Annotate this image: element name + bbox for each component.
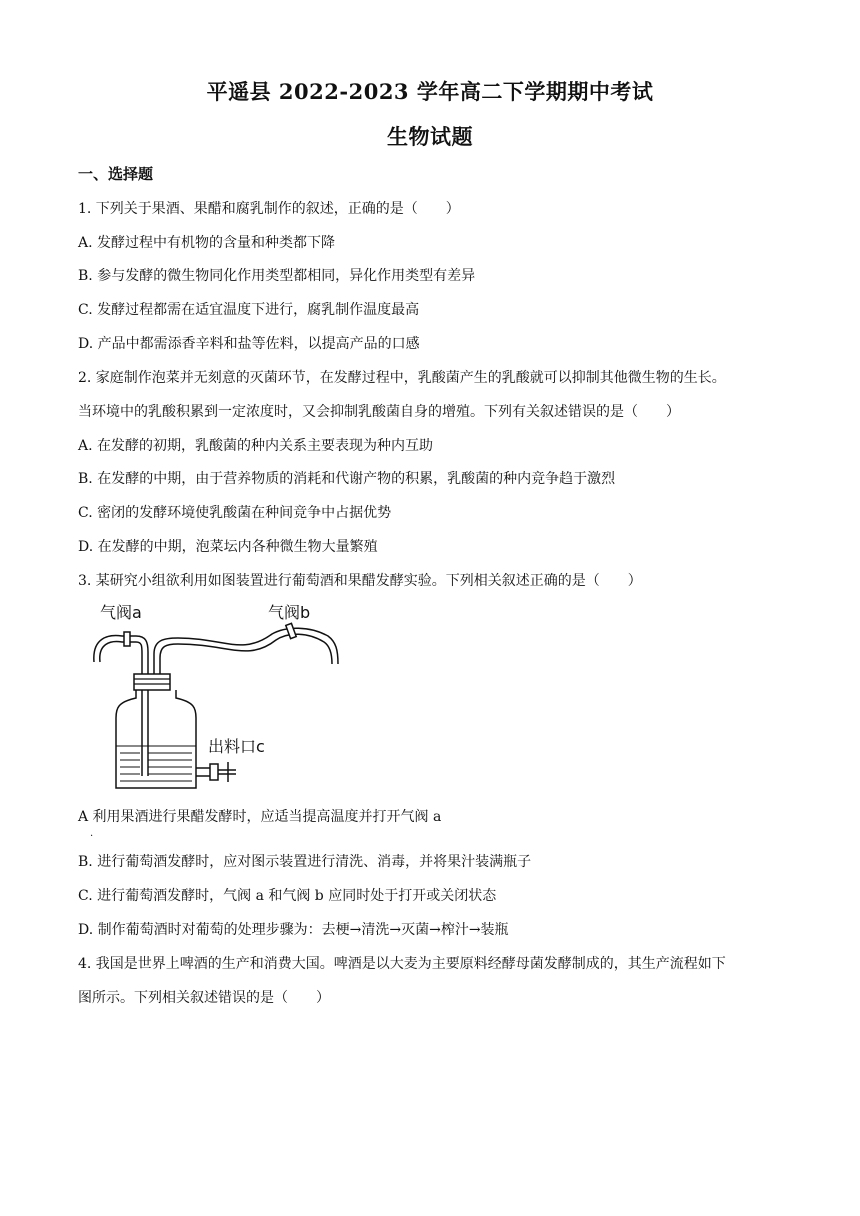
- q3-option-a-dot: .: [90, 828, 94, 839]
- liquid: [116, 746, 196, 781]
- q1-stem: 1. 下列关于果酒、果醋和腐乳制作的叙述，正确的是（ ）: [78, 201, 460, 217]
- page-subtitle: 生物试题: [387, 124, 473, 149]
- q3-option-b: B. 进行葡萄酒发酵时，应对图示装置进行清洗、消毒，并将果汁装满瓶子: [78, 854, 532, 870]
- page-title: 平遥县 2022-2023 学年高二下学期期中考试: [206, 79, 654, 104]
- q3-option-a: A 利用果酒进行果醋发酵时，应适当提高温度并打开气阀 a: [78, 809, 442, 825]
- stopper: [134, 674, 170, 690]
- q2-option-d: D. 在发酵的中期，泡菜坛内各种微生物大量繁殖: [78, 539, 378, 555]
- bottle: [116, 690, 196, 788]
- outlet-c: [196, 762, 236, 782]
- section-heading: 一、选择题: [78, 165, 154, 183]
- q4-stem-line1: 4. 我国是世界上啤酒的生产和消费大国。啤酒是以大麦为主要原料经酵母菌发酵制成的，其生产流程如下: [78, 956, 726, 972]
- q1-option-c: C. 发酵过程都需在适宜温度下进行，腐乳制作温度最高: [78, 302, 420, 318]
- q2-stem-line2: 当环境中的乳酸积累到一定浓度时，又会抑制乳酸菌自身的增殖。下列有关叙述错误的是（ ）: [78, 404, 680, 420]
- q2-option-c: C. 密闭的发酵环境使乳酸菌在种间竞争中占据优势: [78, 505, 392, 521]
- valve-b-label: 气阀b: [268, 603, 311, 622]
- q3-stem: 3. 某研究小组欲利用如图装置进行葡萄酒和果醋发酵实验。下列相关叙述正确的是（ ）: [78, 573, 642, 589]
- q3-option-c: C. 进行葡萄酒发酵时，气阀 a 和气阀 b 应同时处于打开或关闭状态: [78, 888, 497, 904]
- valve-a: [124, 632, 130, 646]
- valve-b: [286, 623, 296, 638]
- q4-stem-line2: 图所示。下列相关叙述错误的是（ ）: [78, 990, 330, 1006]
- q2-stem-line1: 2. 家庭制作泡菜并无刻意的灭菌环节，在发酵过程中，乳酸菌产生的乳酸就可以抑制其他微生物的生长。: [78, 370, 726, 386]
- q1-option-d: D. 产品中都需添香辛料和盐等佐料，以提高产品的口感: [78, 336, 420, 352]
- q1-option-b: B. 参与发酵的微生物同化作用类型都相同，异化作用类型有差异: [78, 268, 476, 284]
- q3-option-d: D. 制作葡萄酒时对葡萄的处理步骤为：去梗→清洗→灭菌→榨汁→装瓶: [78, 922, 509, 938]
- tube-b: [154, 628, 338, 680]
- q2-option-b: B. 在发酵的中期，由于营养物质的消耗和代谢产物的积累，乳酸菌的种内竞争趋于激烈: [78, 471, 616, 487]
- q1-option-a: A. 发酵过程中有机物的含量和种类都下降: [78, 235, 336, 251]
- fermentation-apparatus-diagram: [78, 598, 348, 798]
- valve-a-label: 气阀a: [100, 603, 142, 622]
- outlet-label: 出料口c: [208, 737, 265, 756]
- q2-option-a: A. 在发酵的初期，乳酸菌的种内关系主要表现为种内互助: [78, 438, 434, 454]
